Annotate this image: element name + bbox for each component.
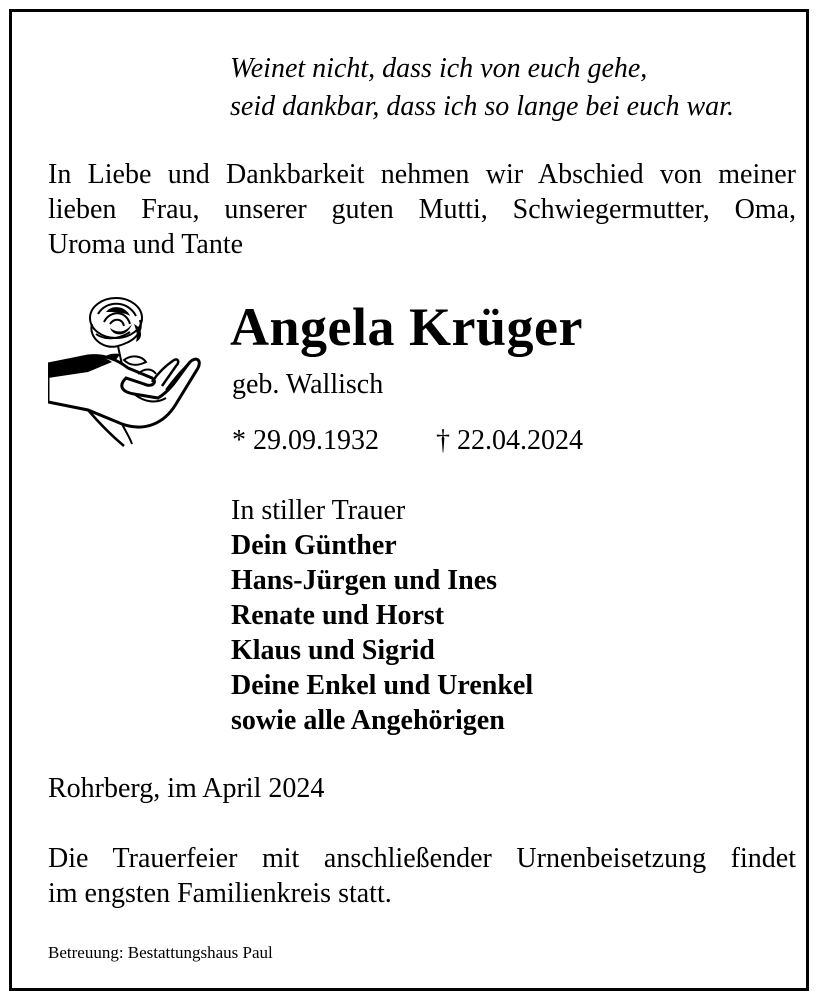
deceased-name: Angela Krüger	[230, 297, 583, 357]
poem-quote	[230, 50, 734, 126]
mourners-list	[231, 493, 533, 738]
mourner-name: Deine Enkel und Urenkel	[231, 670, 534, 701]
funeral-home-credit: Betreuung: Bestattungshaus Paul	[48, 943, 273, 962]
intro-line: In Liebe und Dankbarkeit nehmen wir Abschied von meiner	[48, 159, 796, 190]
death-date: † 22.04.2024	[436, 425, 583, 456]
poem-line: Weinet nicht, dass ich von euch gehe,	[230, 53, 648, 84]
intro-text	[48, 157, 796, 262]
mourner-name: Dein Günther	[231, 530, 397, 561]
intro-line: Uroma und Tante	[48, 229, 244, 260]
mourners-heading: In stiller Trauer	[231, 495, 406, 526]
intro-line: lieben Frau, unserer guten Mutti, Schwiegermutter, Oma,	[48, 194, 796, 225]
service-line: Die Trauerfeier mit anschließender Urnenbeisetzung findet	[48, 843, 796, 874]
obituary-notice	[9, 9, 809, 991]
service-info	[48, 841, 796, 911]
service-line: im engsten Familienkreis statt.	[48, 878, 392, 909]
mourner-name: Hans-Jürgen und Ines	[231, 565, 498, 596]
mourner-name: sowie alle Angehörigen	[231, 705, 505, 736]
hands-with-rose-icon	[48, 294, 202, 449]
poem-line: seid dankbar, dass ich so lange bei euch war.	[230, 91, 734, 122]
birth-date: * 29.09.1932	[232, 425, 379, 456]
mourner-name: Klaus und Sigrid	[231, 635, 435, 666]
maiden-name: geb. Wallisch	[232, 369, 384, 400]
mourner-name: Renate und Horst	[231, 600, 445, 631]
place-and-date: Rohrberg, im April 2024	[48, 773, 325, 804]
